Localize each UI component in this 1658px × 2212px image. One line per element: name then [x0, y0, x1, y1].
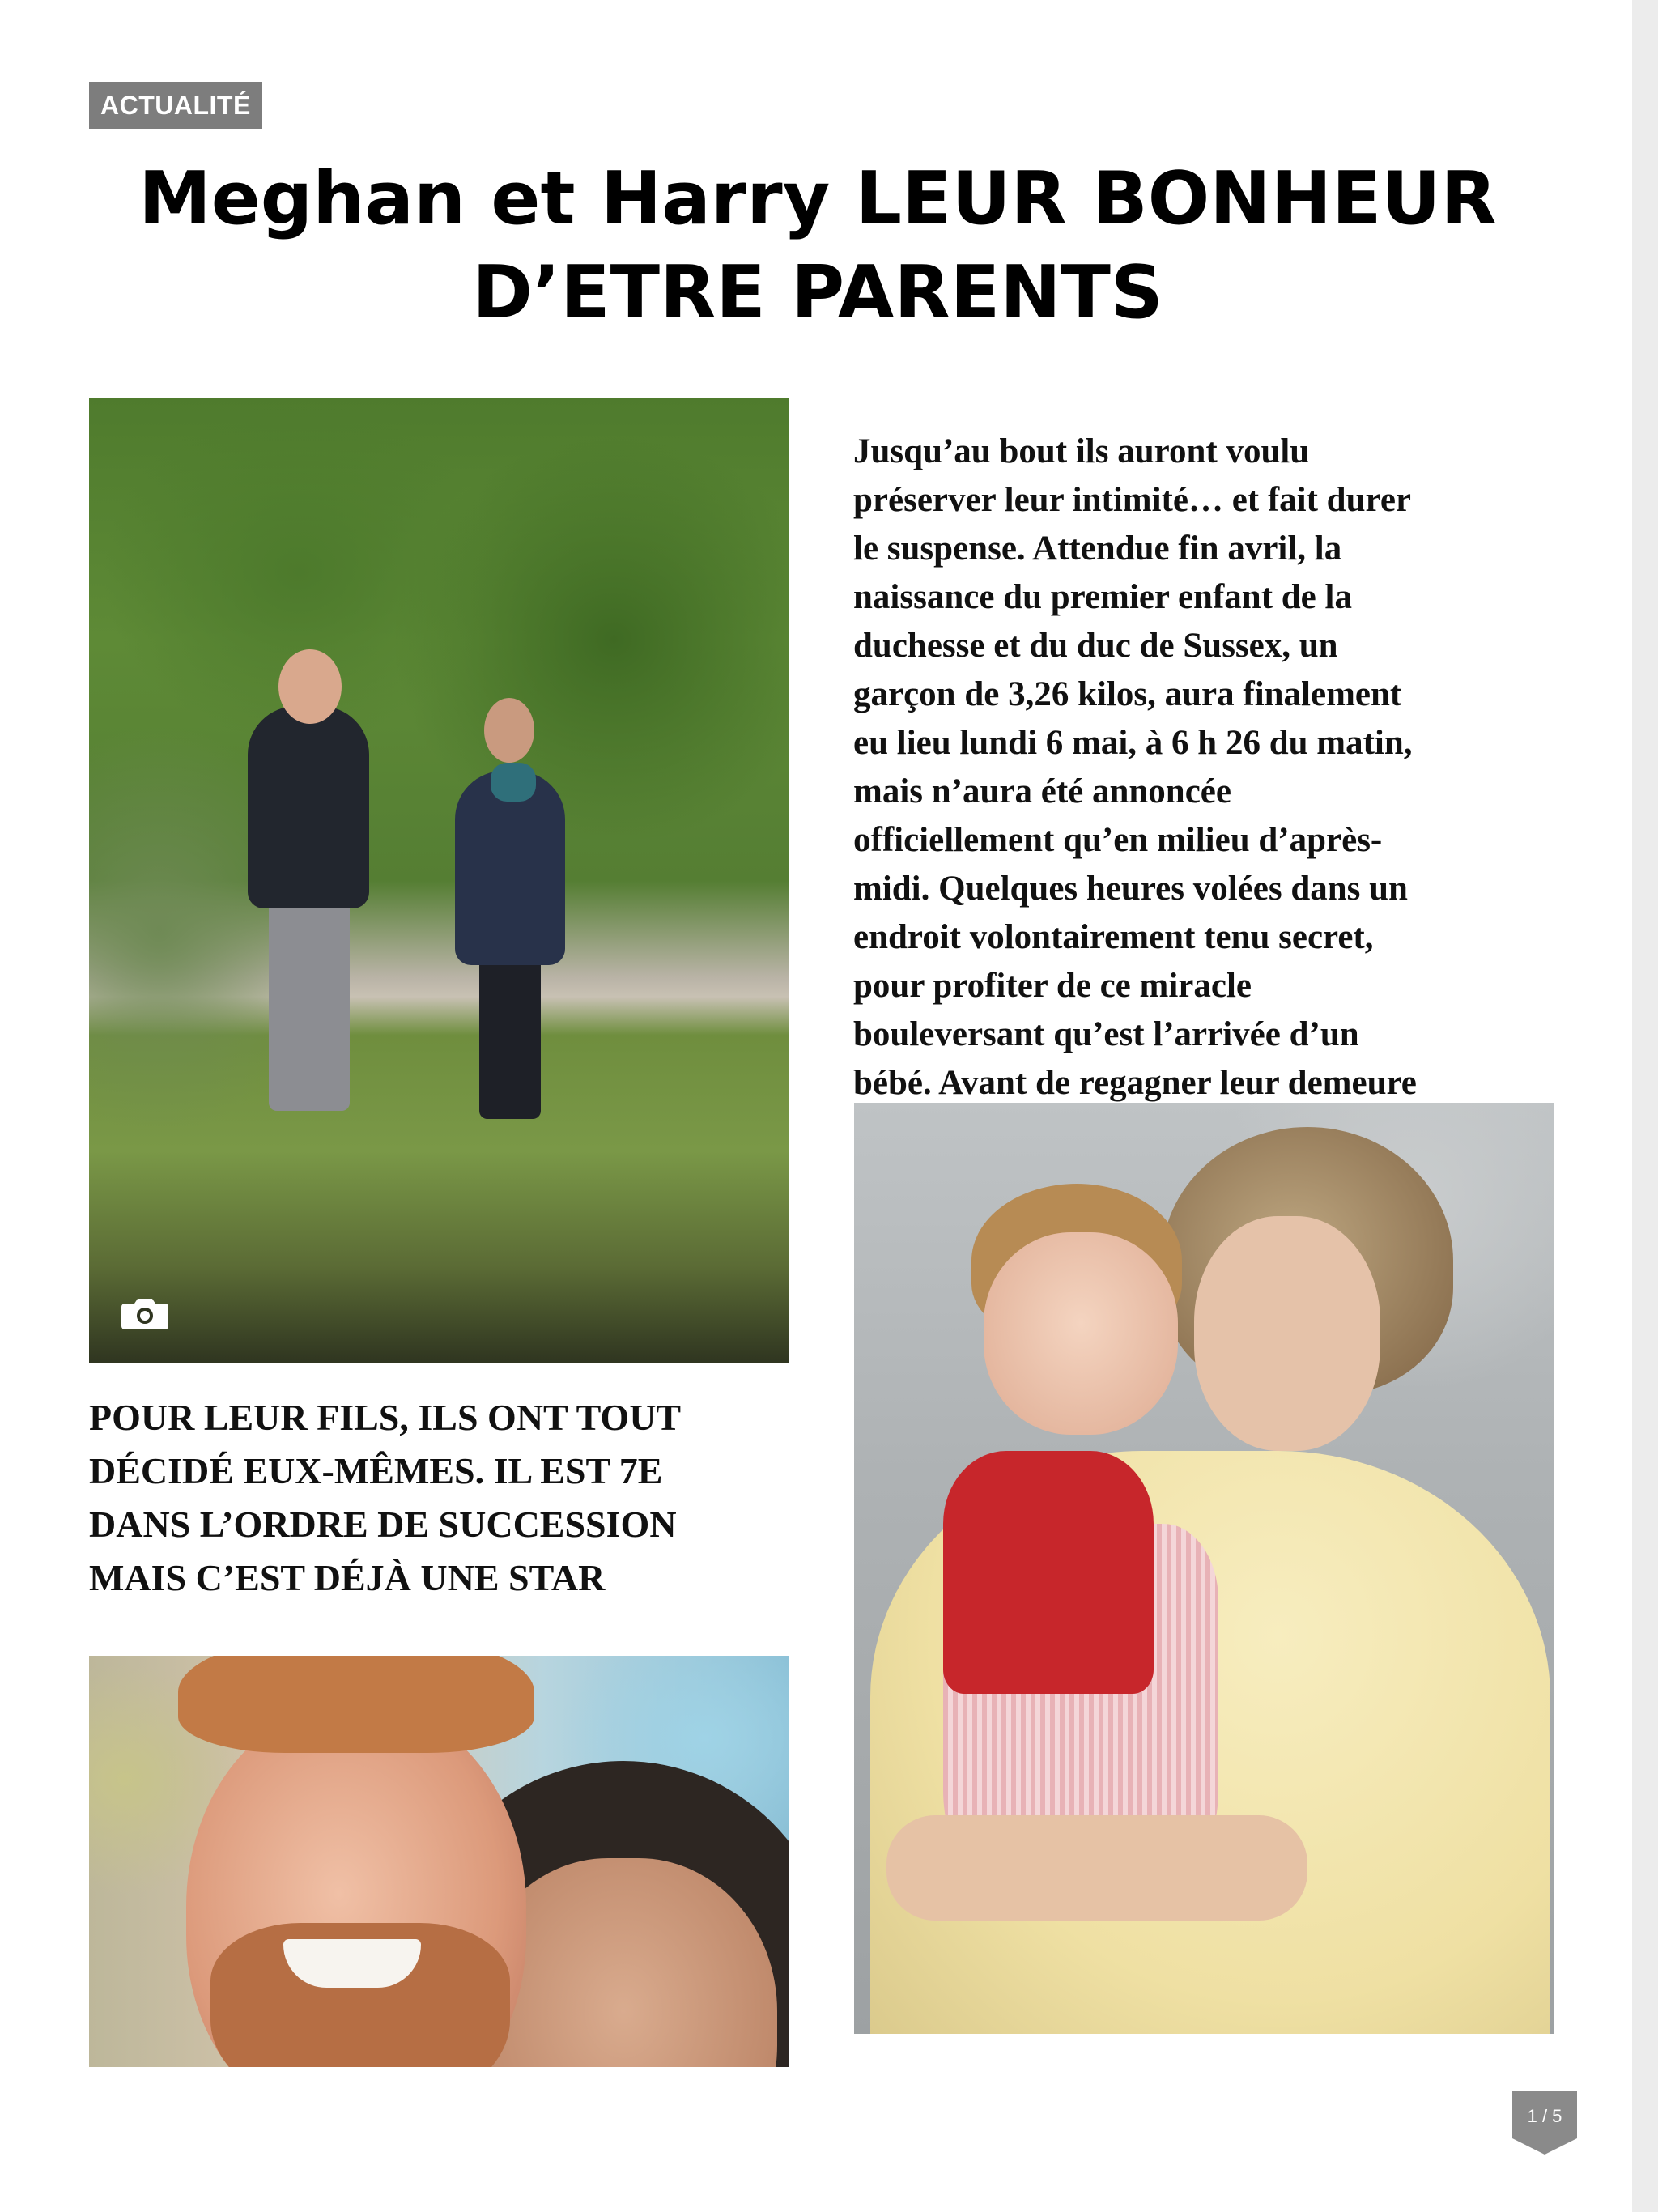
pull-quote-line: MAIS C’EST DÉJÀ UNE STAR — [89, 1557, 606, 1598]
body-line: bébé. Avant de regagner leur demeure — [853, 1064, 1417, 1102]
body-line: mais n’aura été annoncée — [853, 772, 1231, 810]
body-line: Jusqu’au bout ils auront voulu — [853, 432, 1310, 470]
body-line: eu lieu lundi 6 mai, à 6 h 26 du matin, — [853, 724, 1413, 762]
photo-couple-walking[interactable] — [89, 398, 789, 1363]
body-line: préserver leur intimité… et fait durer — [853, 481, 1411, 519]
page-number: 1 / 5 — [1527, 2106, 1562, 2126]
photo-couple-smiling[interactable] — [89, 1656, 789, 2067]
pull-quote-line: DÉCIDÉ EUX-MÊMES. IL EST 7E — [89, 1450, 663, 1491]
page-edge — [1632, 0, 1658, 2212]
body-line: naissance du premier enfant de la — [853, 578, 1352, 616]
body-line: pour profiter de ce miracle — [853, 967, 1252, 1005]
photo-detail — [479, 957, 541, 1119]
body-line: bouleversant qu’est l’arrivée d’un — [853, 1015, 1359, 1053]
body-line: officiellement qu’en milieu d’après- — [853, 821, 1383, 859]
article-headline — [89, 152, 1546, 340]
body-line: duchesse et du duc de Sussex, un — [853, 627, 1338, 665]
photo-detail — [269, 900, 350, 1111]
camera-icon[interactable] — [121, 1297, 168, 1329]
pull-quote — [89, 1391, 801, 1605]
photo-mother-and-child[interactable] — [854, 1103, 1554, 2034]
photo-detail — [886, 1815, 1307, 1921]
headline-line: Meghan et Harry LEUR BONHEUR — [138, 156, 1497, 241]
photo-detail — [283, 1939, 421, 1988]
photo-detail — [484, 698, 534, 763]
page-indicator[interactable] — [1512, 2091, 1577, 2156]
pull-quote-line: DANS L’ORDRE DE SUCCESSION — [89, 1504, 677, 1545]
pull-quote-line: POUR LEUR FILS, ILS ONT TOUT — [89, 1397, 682, 1438]
body-line: endroit volontairement tenu secret, — [853, 918, 1374, 956]
headline-line: D’ETRE PARENTS — [472, 250, 1163, 335]
body-line: le suspense. Attendue fin avril, la — [853, 530, 1342, 568]
photo-detail — [491, 763, 536, 802]
article-body — [853, 428, 1590, 1108]
photo-detail — [984, 1232, 1178, 1435]
photo-detail — [943, 1451, 1154, 1694]
category-label: ACTUALITÉ — [89, 82, 262, 129]
body-line: garçon de 3,26 kilos, aura finalement — [853, 675, 1402, 713]
photo-detail — [278, 649, 342, 724]
photo-detail — [248, 706, 369, 908]
photo-detail — [1194, 1216, 1380, 1451]
photo-detail — [178, 1656, 534, 1753]
body-line: midi. Quelques heures volées dans un — [853, 870, 1408, 908]
